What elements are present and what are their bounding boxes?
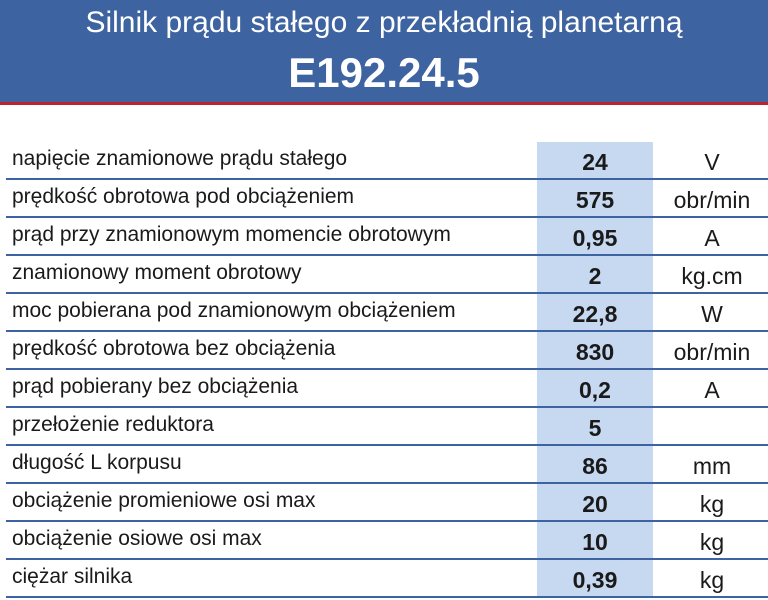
spec-label: prąd pobierany bez obciążenia [12,375,299,398]
spec-row [6,142,768,180]
spec-unit: obr/min [673,339,751,365]
spec-label: prędkość obrotowa pod obciążeniem [12,185,355,208]
specs-table [6,142,768,598]
spec-value: 575 [537,180,653,216]
spec-label: znamionowy moment obrotowy [12,261,302,284]
spec-unit: kg [699,529,725,555]
spec-label: prędkość obrotowa bez obciążenia [12,337,336,360]
spec-label: przełożenie reduktora [12,413,214,436]
spec-value: 86 [537,446,653,482]
spec-unit: A [704,225,720,251]
spec-value: 830 [537,332,653,368]
spec-row [6,294,768,332]
spec-label: napięcie znamionowe prądu stałego [12,147,348,170]
spec-value: 24 [537,142,653,178]
spec-label: moc pobierana pod znamionowym obciążeniem [12,299,456,322]
spec-row [6,446,768,484]
spec-value: 10 [537,522,653,558]
spec-unit: A [704,377,720,403]
header-banner [0,0,768,105]
spec-row [6,332,768,370]
spec-value: 2 [537,256,653,292]
spec-row [6,370,768,408]
spec-row [6,484,768,522]
spec-value: 0,39 [537,560,653,596]
spec-value: 20 [537,484,653,520]
spec-unit: obr/min [673,187,751,213]
spec-row [6,408,768,446]
spec-row [6,560,768,598]
spec-label: ciężar silnika [12,565,133,588]
model-number: E192.24.5 [288,49,480,96]
spec-unit [657,408,767,444]
spec-unit: kg.cm [681,263,743,289]
spec-row [6,180,768,218]
spec-row [6,218,768,256]
product-title: Silnik prądu stałego z przekładnią planetarną [85,6,683,39]
spec-row [6,256,768,294]
spec-value: 22,8 [537,294,653,330]
spec-row [6,522,768,560]
spec-unit: kg [699,491,725,517]
spec-value: 0,95 [537,218,653,254]
spec-label: obciążenie promieniowe osi max [12,489,316,512]
spec-unit: V [704,149,720,175]
spec-value: 5 [537,408,653,444]
spec-label: obciążenie osiowe osi max [12,527,262,550]
spec-unit: kg [699,567,725,593]
spec-value: 0,2 [537,370,653,406]
spec-label: prąd przy znamionowym momencie obrotowym [12,223,451,246]
spec-label: długość L korpusu [12,451,182,474]
spec-unit: W [701,301,723,327]
spec-unit: mm [692,453,732,479]
